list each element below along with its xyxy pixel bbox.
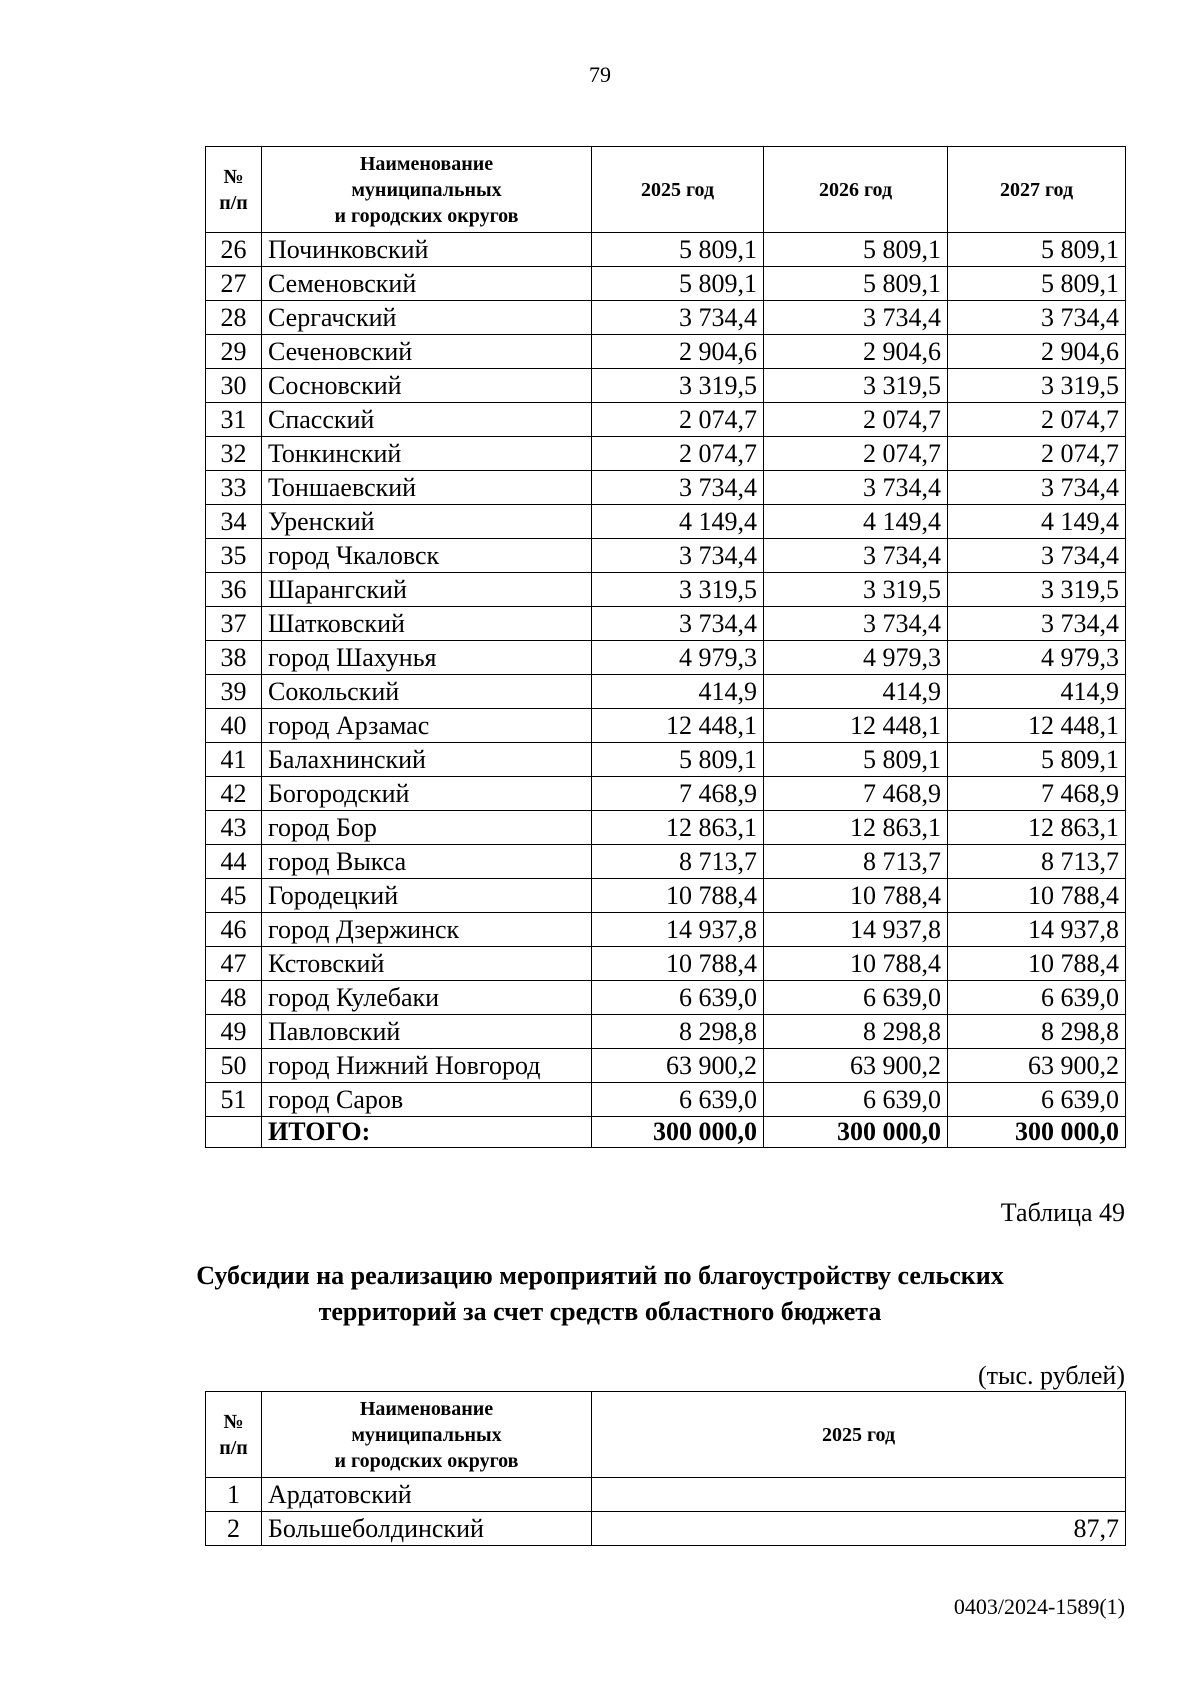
row-name: город Нижний Новгород	[262, 1049, 592, 1083]
row-num: 32	[206, 437, 262, 471]
row-num: 46	[206, 913, 262, 947]
table-row	[206, 573, 1126, 607]
row-2025: 2 904,6	[592, 335, 764, 369]
row-2027: 7 468,9	[948, 777, 1126, 811]
row-2027: 12 448,1	[948, 709, 1126, 743]
row-2026: 10 788,4	[764, 879, 948, 913]
row-2027: 4 149,4	[948, 505, 1126, 539]
row-2027: 3 319,5	[948, 573, 1126, 607]
row-2025	[592, 1478, 1126, 1512]
row-2027: 3 734,4	[948, 301, 1126, 335]
header-num: № п/п	[206, 1392, 262, 1478]
total-row	[206, 1117, 1126, 1148]
table-row	[206, 1512, 1126, 1546]
row-num: 39	[206, 675, 262, 709]
row-name: Шарангский	[262, 573, 592, 607]
row-num: 48	[206, 981, 262, 1015]
row-num: 27	[206, 267, 262, 301]
row-2025: 4 149,4	[592, 505, 764, 539]
row-2027: 6 639,0	[948, 981, 1126, 1015]
header-name: Наименование муниципальных и городских округов	[262, 147, 592, 233]
row-name: Сокольский	[262, 675, 592, 709]
row-2025: 12 863,1	[592, 811, 764, 845]
row-2026: 5 809,1	[764, 233, 948, 267]
row-2025: 6 639,0	[592, 981, 764, 1015]
row-num: 50	[206, 1049, 262, 1083]
row-name: город Чкаловск	[262, 539, 592, 573]
row-2026: 2 904,6	[764, 335, 948, 369]
row-2025: 2 074,7	[592, 403, 764, 437]
table-row	[206, 505, 1126, 539]
row-num: 26	[206, 233, 262, 267]
row-name: Большеболдинский	[262, 1512, 592, 1546]
header-num: № п/п	[206, 147, 262, 233]
row-2025: 63 900,2	[592, 1049, 764, 1083]
row-num: 31	[206, 403, 262, 437]
row-name: Сеченовский	[262, 335, 592, 369]
table-row	[206, 845, 1126, 879]
row-2025: 3 319,5	[592, 573, 764, 607]
table-row	[206, 335, 1126, 369]
table-row	[206, 403, 1126, 437]
row-2027: 5 809,1	[948, 743, 1126, 777]
row-name: Городецкий	[262, 879, 592, 913]
row-num: 41	[206, 743, 262, 777]
row-2025: 8 713,7	[592, 845, 764, 879]
table-title: Субсидии на реализацию мероприятий по благоустройству сельских территорий за счет средств областного бюджета	[196, 1261, 1004, 1326]
row-2026: 6 639,0	[764, 1083, 948, 1117]
row-2027: 8 298,8	[948, 1015, 1126, 1049]
header-name: Наименование муниципальных и городских округов	[262, 1392, 592, 1478]
row-2026: 6 639,0	[764, 981, 948, 1015]
table-row	[206, 471, 1126, 505]
table-row	[206, 777, 1126, 811]
row-2026: 5 809,1	[764, 267, 948, 301]
row-name: Шатковский	[262, 607, 592, 641]
header-2025: 2025 год	[592, 147, 764, 233]
row-name: город Бор	[262, 811, 592, 845]
row-2027: 5 809,1	[948, 233, 1126, 267]
row-2025: 10 788,4	[592, 879, 764, 913]
row-name: Починковский	[262, 233, 592, 267]
row-num: 51	[206, 1083, 262, 1117]
table-row	[206, 233, 1126, 267]
row-num: 38	[206, 641, 262, 675]
row-2027: 414,9	[948, 675, 1126, 709]
header-2025: 2025 год	[592, 1392, 1126, 1478]
row-2027: 10 788,4	[948, 879, 1126, 913]
table-row	[206, 675, 1126, 709]
row-num: 28	[206, 301, 262, 335]
table-row	[206, 947, 1126, 981]
row-2027: 3 734,4	[948, 539, 1126, 573]
header-2027: 2027 год	[948, 147, 1126, 233]
row-2025: 14 937,8	[592, 913, 764, 947]
subsidy-table-continued	[205, 146, 1126, 1148]
row-name: Кстовский	[262, 947, 592, 981]
table-header-row	[206, 147, 1126, 233]
row-2026: 3 734,4	[764, 301, 948, 335]
row-2025: 7 468,9	[592, 777, 764, 811]
row-num: 47	[206, 947, 262, 981]
row-name: город Выкса	[262, 845, 592, 879]
row-num: 29	[206, 335, 262, 369]
table-row	[206, 1015, 1126, 1049]
row-num: 43	[206, 811, 262, 845]
row-2026: 2 074,7	[764, 403, 948, 437]
table-row	[206, 607, 1126, 641]
row-num: 1	[206, 1478, 262, 1512]
row-2027: 3 734,4	[948, 471, 1126, 505]
row-2027: 12 863,1	[948, 811, 1126, 845]
total-2025: 300 000,0	[592, 1117, 764, 1148]
row-2025: 5 809,1	[592, 267, 764, 301]
rural-subsidy-table	[205, 1391, 1126, 1546]
row-2026: 7 468,9	[764, 777, 948, 811]
row-2025: 5 809,1	[592, 233, 764, 267]
table-row	[206, 981, 1126, 1015]
row-2027: 3 734,4	[948, 607, 1126, 641]
table-row	[206, 1478, 1126, 1512]
row-name: Ардатовский	[262, 1478, 592, 1512]
row-2027: 2 074,7	[948, 403, 1126, 437]
row-num: 45	[206, 879, 262, 913]
row-name: Павловский	[262, 1015, 592, 1049]
row-2026: 4 149,4	[764, 505, 948, 539]
table-label: Таблица 49	[1000, 1198, 1125, 1227]
table-row	[206, 879, 1126, 913]
row-name: город Саров	[262, 1083, 592, 1117]
table-row	[206, 811, 1126, 845]
row-2027: 14 937,8	[948, 913, 1126, 947]
row-name: город Шахунья	[262, 641, 592, 675]
row-2027: 63 900,2	[948, 1049, 1126, 1083]
row-2026: 10 788,4	[764, 947, 948, 981]
table-row	[206, 743, 1126, 777]
page-number: 79	[589, 62, 611, 87]
row-num: 33	[206, 471, 262, 505]
row-name: Тоншаевский	[262, 471, 592, 505]
row-2027: 2 904,6	[948, 335, 1126, 369]
row-2026: 3 319,5	[764, 369, 948, 403]
row-2026: 5 809,1	[764, 743, 948, 777]
row-2025: 3 319,5	[592, 369, 764, 403]
total-2026: 300 000,0	[764, 1117, 948, 1148]
total-2027: 300 000,0	[948, 1117, 1126, 1148]
row-2026: 414,9	[764, 675, 948, 709]
row-2027: 3 319,5	[948, 369, 1126, 403]
row-name: город Дзержинск	[262, 913, 592, 947]
row-name: Спасский	[262, 403, 592, 437]
row-name: Сергачский	[262, 301, 592, 335]
table-row	[206, 1083, 1126, 1117]
table-row	[206, 369, 1126, 403]
row-2025: 87,7	[592, 1512, 1126, 1546]
row-2025: 12 448,1	[592, 709, 764, 743]
row-2026: 12 448,1	[764, 709, 948, 743]
row-num: 36	[206, 573, 262, 607]
row-num: 40	[206, 709, 262, 743]
row-2025: 3 734,4	[592, 607, 764, 641]
row-num: 35	[206, 539, 262, 573]
table-row	[206, 539, 1126, 573]
row-2027: 8 713,7	[948, 845, 1126, 879]
row-2026: 12 863,1	[764, 811, 948, 845]
row-2025: 3 734,4	[592, 539, 764, 573]
row-2026: 14 937,8	[764, 913, 948, 947]
table-row	[206, 913, 1126, 947]
row-2026: 2 074,7	[764, 437, 948, 471]
row-2027: 4 979,3	[948, 641, 1126, 675]
total-num	[206, 1117, 262, 1148]
table-row	[206, 267, 1126, 301]
row-2025: 2 074,7	[592, 437, 764, 471]
row-2025: 414,9	[592, 675, 764, 709]
table-row	[206, 641, 1126, 675]
row-2025: 8 298,8	[592, 1015, 764, 1049]
table-row	[206, 301, 1126, 335]
row-2027: 5 809,1	[948, 267, 1126, 301]
row-name: город Кулебаки	[262, 981, 592, 1015]
row-2026: 63 900,2	[764, 1049, 948, 1083]
row-2025: 4 979,3	[592, 641, 764, 675]
row-2025: 5 809,1	[592, 743, 764, 777]
row-2026: 3 734,4	[764, 471, 948, 505]
row-name: Сосновский	[262, 369, 592, 403]
row-num: 37	[206, 607, 262, 641]
row-num: 42	[206, 777, 262, 811]
row-2026: 3 734,4	[764, 607, 948, 641]
row-2025: 10 788,4	[592, 947, 764, 981]
row-name: Богородский	[262, 777, 592, 811]
table-row	[206, 437, 1126, 471]
row-2027: 6 639,0	[948, 1083, 1126, 1117]
row-2027: 2 074,7	[948, 437, 1126, 471]
row-2026: 3 319,5	[764, 573, 948, 607]
table-row	[206, 1049, 1126, 1083]
row-name: Балахнинский	[262, 743, 592, 777]
row-2025: 6 639,0	[592, 1083, 764, 1117]
row-num: 2	[206, 1512, 262, 1546]
row-num: 49	[206, 1015, 262, 1049]
table-header-row	[206, 1392, 1126, 1478]
row-2026: 3 734,4	[764, 539, 948, 573]
row-name: Тонкинский	[262, 437, 592, 471]
row-num: 44	[206, 845, 262, 879]
row-name: город Арзамас	[262, 709, 592, 743]
row-name: Уренский	[262, 505, 592, 539]
row-num: 34	[206, 505, 262, 539]
row-2025: 3 734,4	[592, 301, 764, 335]
table-row	[206, 709, 1126, 743]
total-label: ИТОГО:	[262, 1117, 592, 1148]
row-2025: 3 734,4	[592, 471, 764, 505]
row-2026: 8 713,7	[764, 845, 948, 879]
row-2027: 10 788,4	[948, 947, 1126, 981]
row-2026: 8 298,8	[764, 1015, 948, 1049]
row-name: Семеновский	[262, 267, 592, 301]
units-label: (тыс. рублей)	[977, 1361, 1125, 1390]
row-2026: 4 979,3	[764, 641, 948, 675]
row-num: 30	[206, 369, 262, 403]
document-code: 0403/2024-1589(1)	[953, 1594, 1125, 1619]
header-2026: 2026 год	[764, 147, 948, 233]
